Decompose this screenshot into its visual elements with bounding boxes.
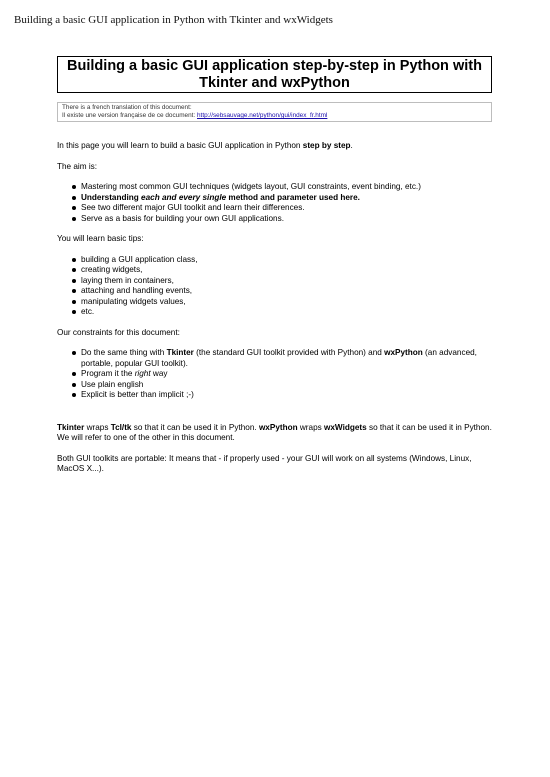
french-translation-link[interactable]: http://sebsauvage.net/python/gui/index_fr.html xyxy=(197,112,328,119)
list-item: attaching and handling events, xyxy=(57,286,493,297)
notice-line-1: There is a french translation of this document: xyxy=(62,104,192,111)
intro-text: In this page you will learn to build a basic GUI application in Python xyxy=(57,141,303,150)
wrap-paragraph-line-2: We will refer to one of the other in this document. xyxy=(57,433,235,442)
list-item: Do the same thing with Tkinter (the standard GUI toolkit provided with Python) and wxPython (an advanced, portable, popular GUI toolkit). xyxy=(57,348,493,369)
tips-list xyxy=(57,255,493,318)
list-item: See two different major GUI toolkit and learn their differences. xyxy=(57,203,493,214)
list-item: Serve as a basis for building your own GUI applications. xyxy=(57,214,493,225)
list-item: laying them in containers, xyxy=(57,276,493,287)
list-item: Explicit is better than implicit ;-) xyxy=(57,390,493,401)
constraints-list xyxy=(57,348,493,401)
constraints-heading: Our constraints for this document: xyxy=(57,327,180,337)
running-header: Building a basic GUI application in Python with Tkinter and wxWidgets xyxy=(14,14,333,26)
list-item: Program it the right way xyxy=(57,369,493,380)
wrap-paragraph: Tkinter wraps Tcl/tk so that it can be used it in Python. wxPython wraps wxWidgets so that it can be used it in Python. We will refer to one of the other in this document. xyxy=(57,422,492,442)
notice-line-2-text: Il existe une version française de ce document: xyxy=(62,112,197,119)
list-item: creating widgets, xyxy=(57,265,493,276)
list-item: Use plain english xyxy=(57,380,493,391)
list-item: Mastering most common GUI techniques (widgets layout, GUI constraints, event binding, etc.) xyxy=(57,182,493,193)
list-item: building a GUI application class, xyxy=(57,255,493,266)
notice-line-2 xyxy=(62,112,487,120)
main-content xyxy=(57,141,493,485)
title-line-1: Building a basic GUI application step-by-step in Python with xyxy=(67,57,482,74)
title-line-2: Tkinter and wxPython xyxy=(199,74,350,91)
portable-paragraph: Both GUI toolkits are portable: It means that - if properly used - your GUI will work on all systems (Windows, Linux, MacOS X...). xyxy=(57,453,472,473)
aim-heading: The aim is: xyxy=(57,161,98,171)
list-item: etc. xyxy=(57,307,493,318)
aims-list xyxy=(57,182,493,224)
translation-notice xyxy=(57,102,492,122)
tips-heading: You will learn basic tips: xyxy=(57,234,144,243)
intro-paragraph xyxy=(57,141,493,152)
list-item: Understanding each and every single method and parameter used here. xyxy=(57,193,493,204)
list-item: manipulating widgets values, xyxy=(57,297,493,308)
page-title xyxy=(57,56,492,93)
intro-bold: step by step xyxy=(302,141,351,150)
intro-suffix: . xyxy=(350,141,353,150)
